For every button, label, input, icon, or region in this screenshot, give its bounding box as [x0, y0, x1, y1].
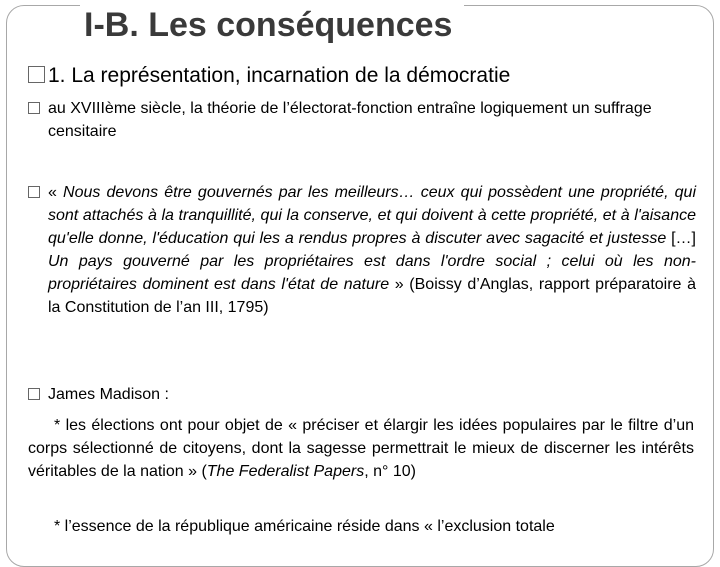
bullet-square-icon [28, 66, 45, 83]
bullet-text: au XVIIIème siècle, la théorie de l’électorat-fonction entraîne logiquement un suffrage censitaire [48, 100, 652, 140]
bullet-madison [28, 383, 696, 406]
madison1-before: * les élections ont pour objet de « préciser et élargir les idées populaires par le filtre d’un corps sélectionné de citoyens, dont la sagesse permettrait le mieux de discerner les intérêts véritables de la nation » ( [28, 417, 694, 480]
slide-title: I-B. Les conséquences [80, 0, 464, 50]
quote-close: » (Boissy d’Anglas, rapport préparatoire à la Constitution de l’an III, 1795) [48, 276, 697, 316]
quote-ellipsis: […] [666, 230, 696, 247]
bullet-quote [28, 181, 696, 319]
bullet-electorat-fonction [28, 97, 696, 143]
madison1-after: , n° 10) [364, 463, 416, 480]
bullet-square-icon [28, 186, 40, 198]
quote-text [48, 181, 696, 319]
madison1-source: The Federalist Papers [206, 463, 365, 480]
madison-paragraph-1 [28, 414, 694, 483]
quote-part1: Nous devons être gouvernés par les meilleurs… ceux qui possèdent une propriété, qui sont attachés à la tranquillité, qui la conserve, et qui doivent à cette propriété, et à l'aisance qu'elle donne, l'éducation qui les a rendus propres à discuter avec sagacité et justesse [48, 184, 697, 247]
madison-paragraph-2 [28, 515, 694, 538]
main-heading [28, 62, 510, 90]
heading-text: 1. La représentation, incarnation de la démocratie [48, 64, 511, 87]
madison2-text: * l’essence de la république américaine réside dans « l’exclusion totale [54, 518, 555, 535]
bullet-square-icon [28, 388, 40, 400]
bullet-text: James Madison : [48, 386, 169, 403]
quote-open: « [48, 184, 64, 201]
quote-part2: Un pays gouverné par les propriétaires est dans l'ordre social ; celui où les non-propriétaires dominent est dans l'état de nature [48, 253, 696, 293]
bullet-square-icon [28, 102, 40, 114]
